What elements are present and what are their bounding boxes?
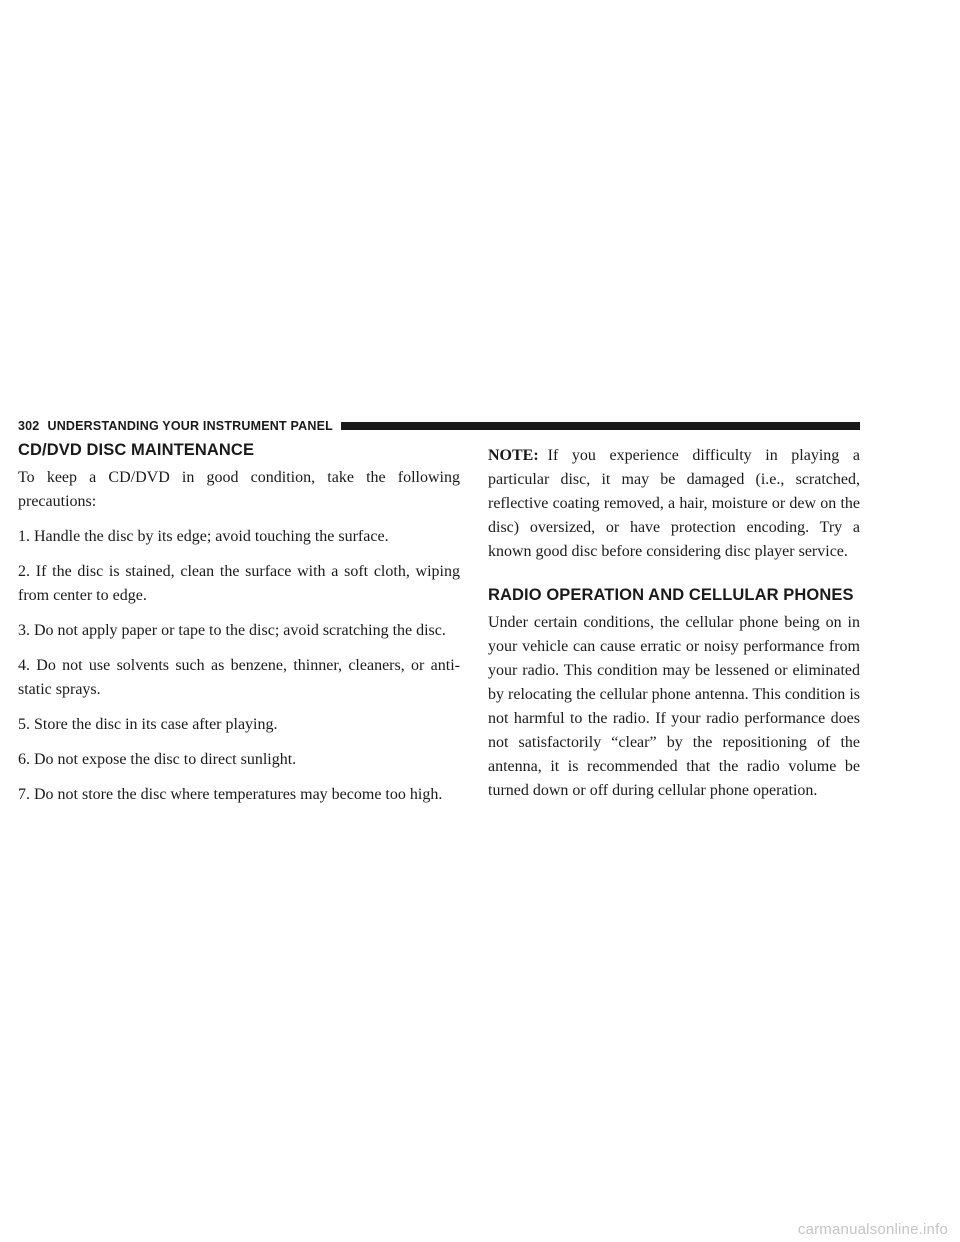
page-header xyxy=(18,418,860,434)
watermark: carmanualsonline.info xyxy=(797,1221,948,1238)
radio-heading: RADIO OPERATION AND CELLULAR PHONES xyxy=(488,586,854,604)
right-column xyxy=(488,444,860,803)
precaution-item: 7. Do not store the disc where temperatures may become too high. xyxy=(18,786,443,803)
precaution-item: 2. If the disc is stained, clean the surface with a soft cloth, wiping from center to edge. xyxy=(18,563,460,604)
precaution-item: 6. Do not expose the disc to direct sunlight. xyxy=(18,751,297,768)
radio-body: Under certain conditions, the cellular phone being on in your vehicle can cause erratic or noisy performance from your radio. This condition may be lessened or eliminated by relocating the cellular phone antenna. This condition is not harmful to the radio. If your radio performance does not satisfactorily “clear” by the repositioning of the antenna, it is recommended that the radio volume be turned down or off during cellular phone operation. xyxy=(488,614,860,799)
disc-maintenance-intro: To keep a CD/DVD in good condition, take the following precautions: xyxy=(18,469,460,510)
note-label: NOTE: xyxy=(488,447,539,464)
header-rule xyxy=(341,422,860,430)
note-text: If you experience difficulty in playing a particular disc, it may be damaged (i.e., scratched, reflective coating removed, a hair, moisture or dew on the disc) oversized, or have protection encoding. Try a known good disc before considering disc player service. xyxy=(488,447,860,560)
precaution-item: 3. Do not apply paper or tape to the disc; avoid scratching the disc. xyxy=(18,622,446,639)
precaution-item: 4. Do not use solvents such as benzene, thinner, cleaners, or anti-static sprays. xyxy=(18,657,460,698)
left-column xyxy=(18,440,460,807)
section-title: UNDERSTANDING YOUR INSTRUMENT PANEL xyxy=(47,419,333,433)
precaution-item: 5. Store the disc in its case after playing. xyxy=(18,716,278,733)
page-number: 302 xyxy=(18,419,40,433)
precaution-item: 1. Handle the disc by its edge; avoid touching the surface. xyxy=(18,528,389,545)
disc-maintenance-heading: CD/DVD DISC MAINTENANCE xyxy=(18,441,255,459)
note-paragraph xyxy=(488,444,860,564)
